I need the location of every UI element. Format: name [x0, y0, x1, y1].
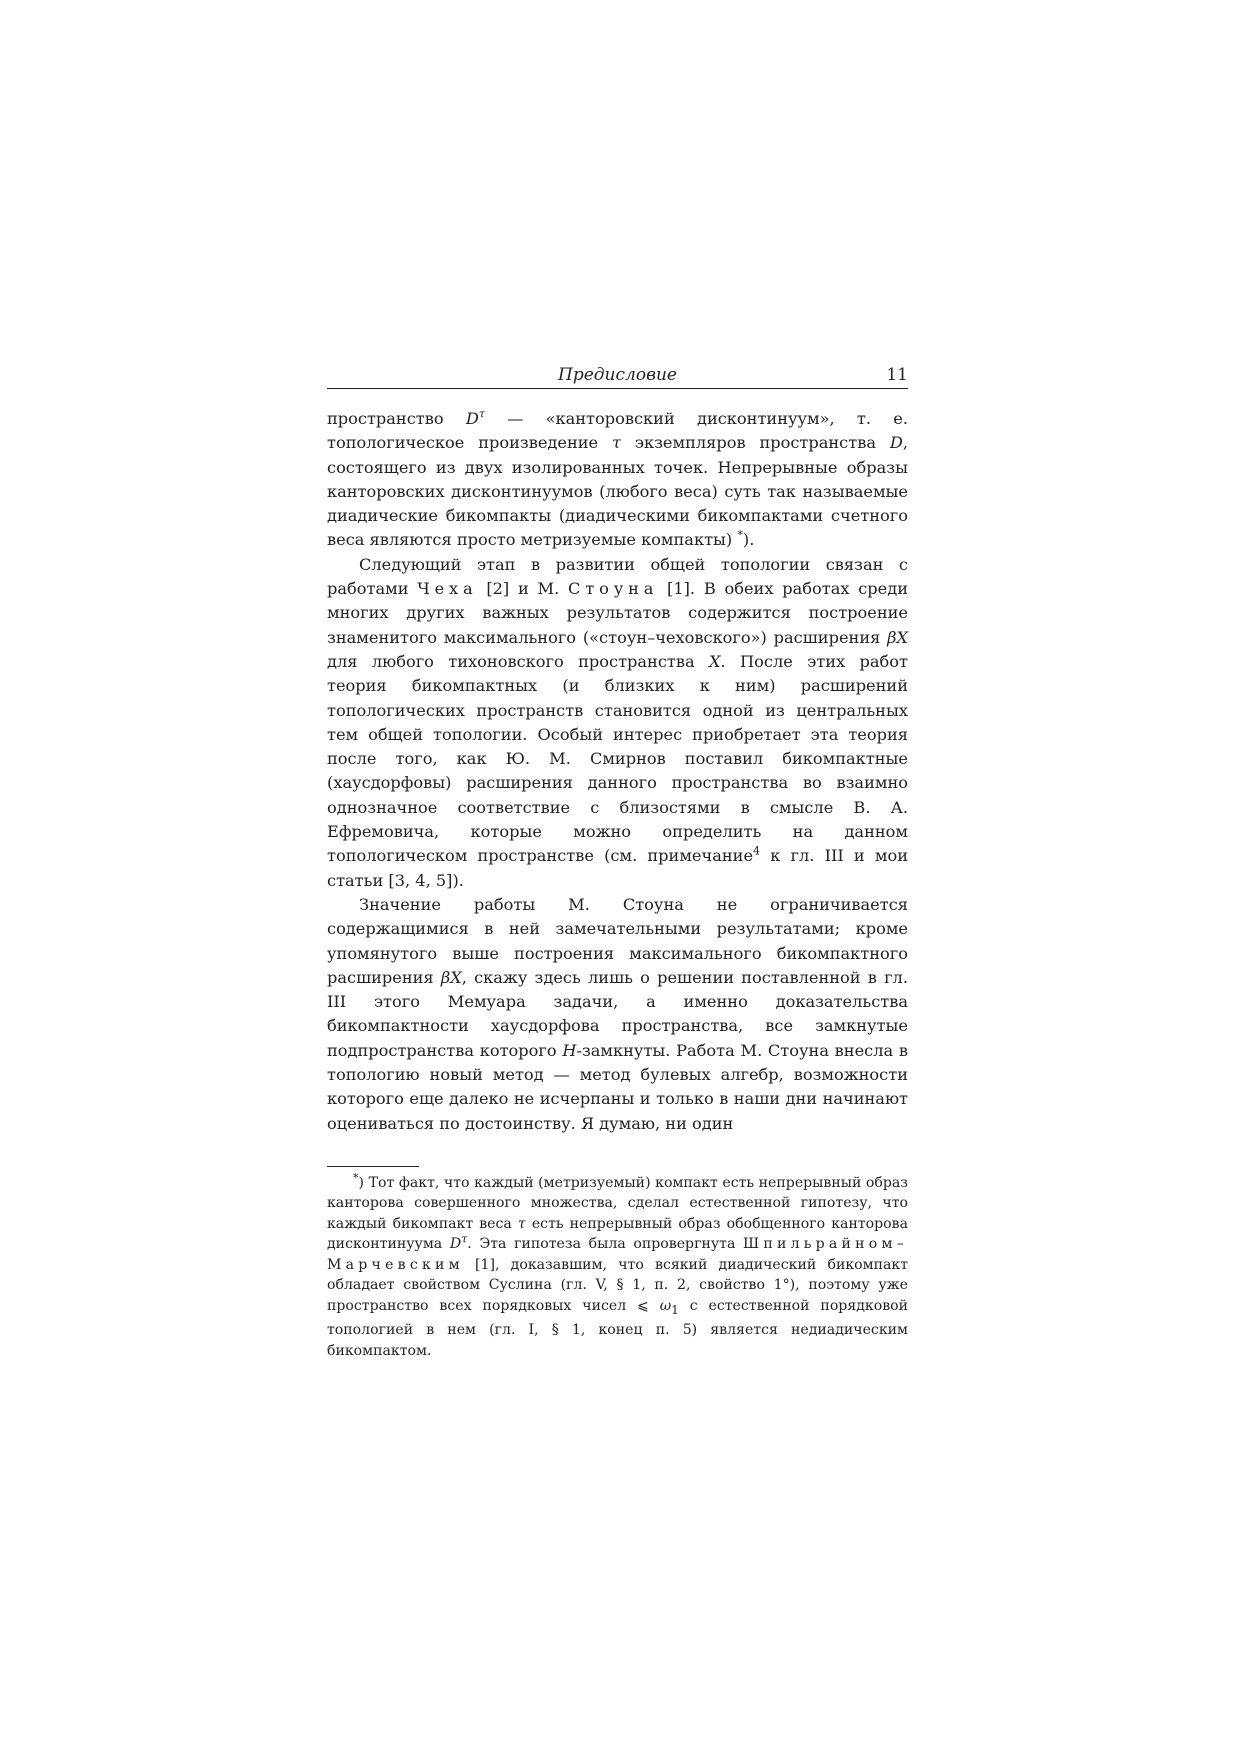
paragraph-1	[327, 407, 908, 553]
math-var: τ	[612, 433, 621, 453]
text-run: . После этих работ теория бикомпактных (и близких к ним) расширений топологических пространств становится одной из центральных тем общей топологии. Особый интерес приобретает эта теория после того, как Ю. М. Смирнов поставил бикомпактные (хаусдорфовы) расширения данного пространства во взаимно однозначное соответствие с близостями в смысле В. А. Ефремовича, которые можно определить на данном топологическом пространстве (см. примечание	[327, 651, 908, 866]
text-run: пространство	[327, 409, 466, 428]
math-superscript: τ	[461, 1232, 468, 1246]
text-run: , скажу здесь лишь о решении поставленной в гл. III этого Мемуара задачи, а именно доказательства бикомпактности хаусдорфова пространства, все замкнутые подпространства которого	[327, 967, 908, 1060]
paragraph-3	[327, 893, 908, 1136]
math-var: X	[709, 651, 721, 671]
text-run: ) Тот факт, что каждый (метризуемый) компакт есть непрерывный образ канторова совершенного множества, сделал естественной гипотезу, что каждый бикомпакт веса	[327, 1174, 908, 1232]
footnote-mark[interactable]: *	[737, 529, 743, 543]
math-var: ω	[659, 1297, 672, 1314]
text-run: есть непрерывный образ обобщенного канторова дисконтинуума	[327, 1215, 908, 1253]
math-var: H	[562, 1040, 577, 1060]
spaced-name: Шпильрайном–Марчевским	[327, 1236, 908, 1273]
text-run: к гл. III и мои статьи [3, 4, 5]).	[327, 846, 909, 890]
math-subscript: 1	[671, 1302, 679, 1317]
text-run: [2] и М.	[477, 579, 569, 599]
spaced-name: Чеха	[417, 579, 478, 599]
spaced-name: Стоуна	[568, 579, 659, 599]
text-run: . Эта гипотеза была опровергнута	[467, 1236, 744, 1253]
book-page	[327, 360, 908, 1361]
footnote-mark: *	[353, 1171, 359, 1185]
math-superscript: τ	[478, 407, 485, 421]
note-reference[interactable]: 4	[753, 844, 761, 858]
text-run: ).	[742, 530, 755, 550]
math-var: τ	[517, 1215, 526, 1232]
page-number: 11	[886, 365, 908, 385]
text-run: [1], доказавшим, что всякий диадический бикомпакт обладает свойством Суслина (гл. V, § 1, п. 2, свойство 1°), поэтому уже пространство всех порядковых чисел ⩽	[327, 1256, 908, 1314]
text-run: — «канторовский дисконтинуум», т. е. топологическое произведение	[327, 409, 908, 453]
text-run: , состоящего из двух изолированных точек. Непрерывные образы канторовских дисконтинуумов (любого веса) суть так называемые диадические бикомпакты (диадическими бикомпактами счетного веса являются просто метризуемые компакты)	[327, 433, 909, 550]
footnote	[327, 1173, 908, 1361]
running-title: Предисловие	[558, 365, 677, 385]
text-run: -замкнуты. Работа М. Стоуна внесла в топологию новый метод — метод булевых алгебр, возможности которого еще далеко не исчерпаны и только в наши дни начинают оцениваться по достоинству. Я думаю, ни один	[327, 1040, 908, 1133]
math-var: βX	[887, 627, 908, 647]
text-run: экземпляров пространства	[621, 433, 890, 453]
text-run: Значение работы М. Стоуна не ограничивается содержащимися в ней замечательными результатами; кроме упомянутого выше построения максимального бикомпактного расширения	[327, 894, 908, 987]
math-var: D	[449, 1236, 462, 1253]
footnote-rule	[327, 1166, 419, 1167]
math-var: D	[889, 433, 903, 453]
math-var: D	[465, 409, 479, 428]
running-header	[327, 360, 908, 389]
math-var: βX	[440, 967, 462, 987]
text-run: с естественной порядковой топологией в нем (гл. I, § 1, конец п. 5) является недиадическим бикомпактом.	[327, 1297, 909, 1359]
text-run: Следующий этап в развитии общей топологии связан с работами	[327, 554, 908, 599]
paragraph-2	[327, 553, 908, 893]
body-text	[327, 407, 908, 1136]
text-run: [1]. В обеих работах среди многих других важных результатов содержится построение знаменитого максимального («стоун–чеховского») расширения	[327, 579, 908, 647]
text-run: для любого тихоновского пространства	[327, 651, 709, 671]
